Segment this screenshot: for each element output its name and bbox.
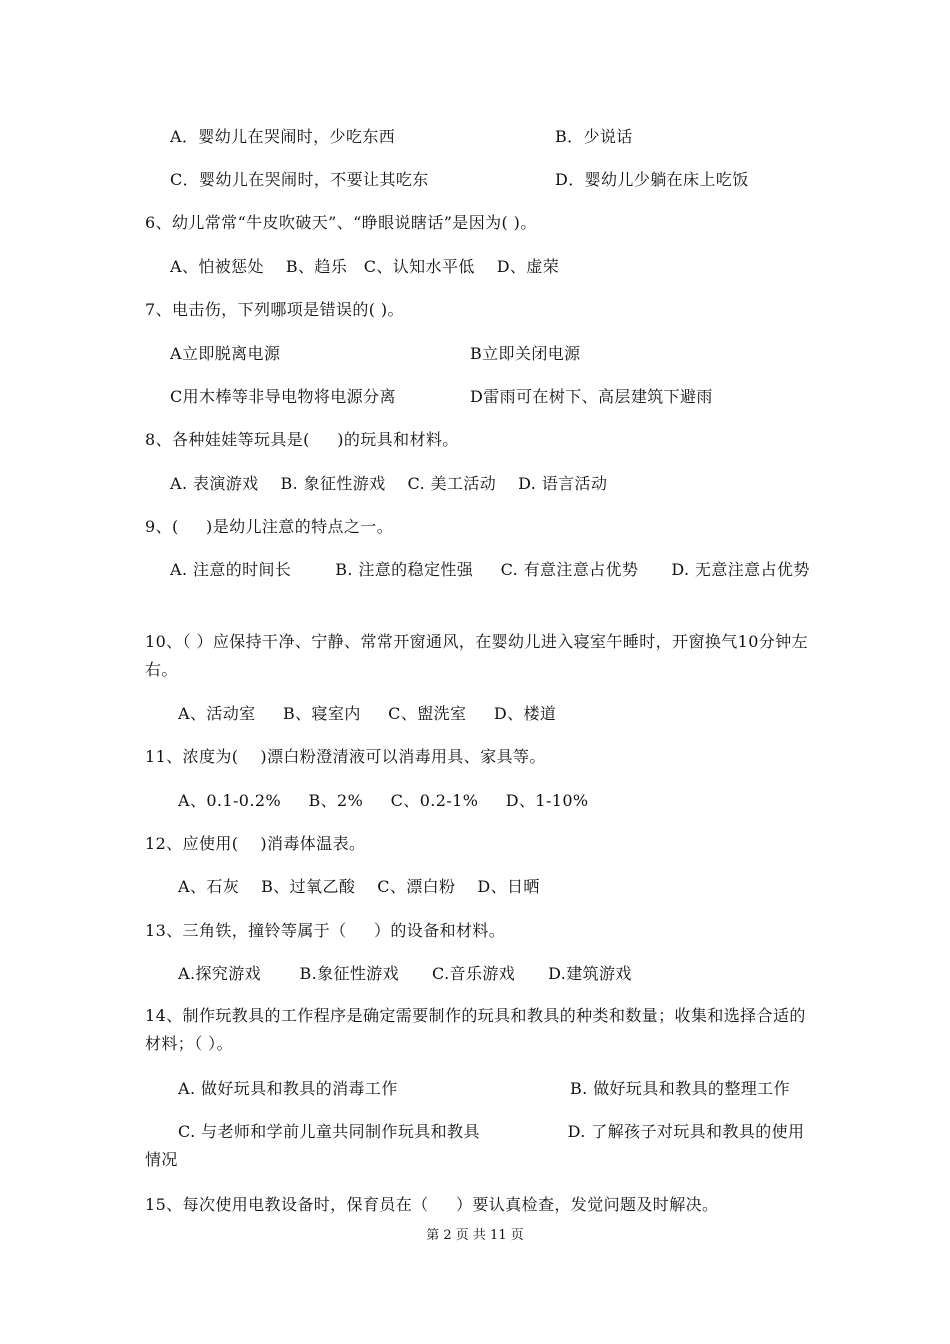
q10-options: A、活动室 B、寝室内 C、盥洗室 D、楼道 <box>178 704 557 723</box>
q7-option-a: A立即脱离电源 <box>170 344 281 363</box>
q11-stem: 11、浓度为( )漂白粉澄清液可以消毒用具、家具等。 <box>145 747 546 766</box>
q8-stem: 8、各种娃娃等玩具是( )的玩具和材料。 <box>145 430 459 449</box>
q14-option-b: B. 做好玩具和教具的整理工作 <box>570 1079 790 1098</box>
q13-stem: 13、三角铁，撞铃等属于（ ）的设备和材料。 <box>145 921 506 940</box>
q5-option-a: A．婴幼儿在哭闹时，少吃东西 <box>170 127 396 146</box>
q5-option-d: D．婴幼儿少躺在床上吃饭 <box>555 170 749 189</box>
q11-options: A、0.1-0.2% B、2% C、0.2-1% D、1-10% <box>178 791 589 810</box>
q14-option-a: A. 做好玩具和教具的消毒工作 <box>178 1079 398 1098</box>
q9-stem: 9、( )是幼儿注意的特点之一。 <box>145 517 394 536</box>
q7-stem: 7、电击伤，下列哪项是错误的( )。 <box>145 300 404 319</box>
q5-option-c: C．婴幼儿在哭闹时，不要让其吃东 <box>170 170 429 189</box>
q12-stem: 12、应使用( )消毒体温表。 <box>145 834 366 853</box>
q12-options: A、石灰 B、过氧乙酸 C、漂白粉 D、日晒 <box>178 877 540 896</box>
q7-option-c: C用木棒等非导电物将电源分离 <box>170 387 396 406</box>
q9-options: A. 注意的时间长 B. 注意的稳定性强 C. 有意注意占优势 D. 无意注意占优势 <box>170 560 810 579</box>
q10-stem: 10、（ ）应保持干净、宁静、常常开窗通风，在婴幼儿进入寝室午睡时，开窗换气10分钟左右。 <box>145 632 809 679</box>
q13-options: A.探究游戏 B.象征性游戏 C.音乐游戏 D.建筑游戏 <box>178 964 632 983</box>
q14-stem: 14、制作玩教具的工作程序是确定需要制作的玩具和教具的种类和数量；收集和选择合适的材料；（ ）。 <box>145 1006 806 1053</box>
q8-options: A. 表演游戏 B. 象征性游戏 C. 美工活动 D. 语言活动 <box>170 474 608 493</box>
q14-option-c-d: C. 与老师和学前儿童共同制作玩具和教具 D. 了解孩子对玩具和教具的使用情况 <box>145 1122 805 1169</box>
q6-stem: 6、幼儿常常“牛皮吹破天”、“睁眼说瞎话”是因为( )。 <box>145 213 537 232</box>
q7-option-d: D雷雨可在树下、高层建筑下避雨 <box>470 387 713 406</box>
q5-option-b: B．少说话 <box>555 127 633 146</box>
page-footer: 第 2 页 共 11 页 <box>426 1228 524 1243</box>
q15-stem: 15、每次使用电教设备时，保育员在（ ）要认真检查，发觉问题及时解决。 <box>145 1195 719 1214</box>
q6-options: A、怕被惩处 B、趋乐 C、认知水平低 D、虚荣 <box>170 257 560 276</box>
q7-option-b: B立即关闭电源 <box>470 344 581 363</box>
